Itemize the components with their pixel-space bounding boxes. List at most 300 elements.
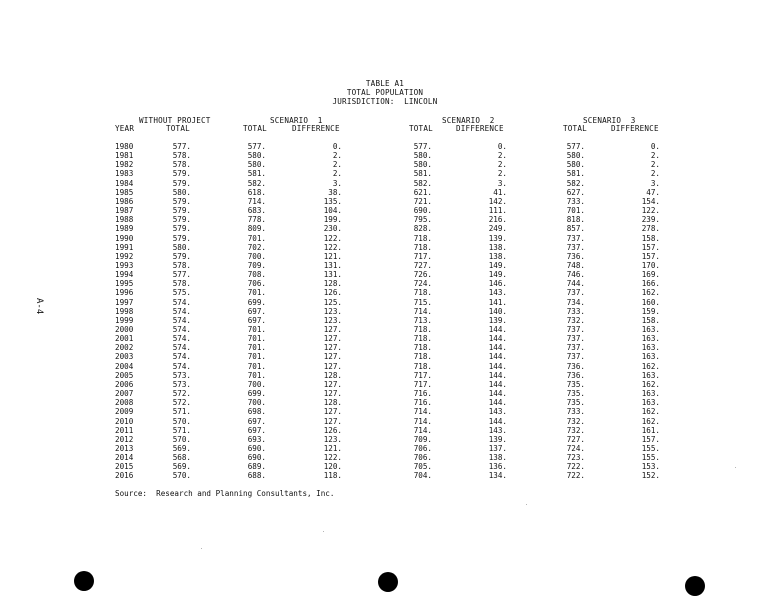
cell-scenario-3-total: 580.	[566, 151, 585, 161]
cell-scenario-2-total: 580.	[413, 160, 432, 170]
cell-scenario-3-total: 732.	[566, 416, 585, 426]
cell-scenario-3-diff: 162.	[641, 361, 660, 371]
cell-scenario-3-total: 723.	[566, 453, 585, 463]
cell-scenario-3-diff: 160.	[641, 297, 660, 307]
group-header-scenario-3: SCENARIO 3	[583, 116, 636, 125]
cell-scenario-2-total: 718.	[413, 361, 432, 371]
cell-scenario-1-diff: 2.	[332, 160, 342, 170]
cell-scenario-2-diff: 144.	[488, 343, 507, 353]
cell-scenario-2-total: 718.	[413, 334, 432, 344]
cell-scenario-3-diff: 2.	[650, 151, 660, 161]
cell-scenario-1-total: 580.	[247, 160, 266, 170]
cell-scenario-1-total: 697.	[247, 306, 266, 316]
cell-scenario-3-diff: 158.	[641, 315, 660, 325]
cell-without-project: 574.	[172, 315, 191, 325]
cell-without-project: 575.	[172, 288, 191, 298]
cell-scenario-3-total: 722.	[566, 471, 585, 481]
cell-scenario-2-total: 581.	[413, 169, 432, 179]
cell-scenario-3-diff: 162.	[641, 407, 660, 417]
cell-scenario-3-total: 722.	[566, 462, 585, 472]
cell-scenario-3-total: 735.	[566, 379, 585, 389]
cell-scenario-2-total: 717.	[413, 251, 432, 261]
cell-scenario-2-total: 706.	[413, 443, 432, 453]
cell-without-project: 579.	[172, 178, 191, 188]
cell-scenario-1-total: 701.	[247, 288, 266, 298]
cell-scenario-1-total: 714.	[247, 196, 266, 206]
cell-scenario-3-total: 735.	[566, 389, 585, 399]
cell-scenario-2-diff: 144.	[488, 334, 507, 344]
cell-scenario-1-diff: 127.	[323, 352, 342, 362]
cell-scenario-2-diff: 149.	[488, 260, 507, 270]
cell-scenario-3-diff: 158.	[641, 233, 660, 243]
cell-scenario-2-total: 713.	[413, 315, 432, 325]
cell-scenario-3-diff: 159.	[641, 306, 660, 316]
cell-year: 1997	[115, 297, 134, 307]
cell-scenario-3-total: 733.	[566, 196, 585, 206]
cell-scenario-2-diff: 144.	[488, 389, 507, 399]
cell-scenario-2-diff: 146.	[488, 279, 507, 289]
cell-year: 2008	[115, 398, 134, 408]
cell-scenario-1-total: 700.	[247, 251, 266, 261]
cell-year: 2002	[115, 343, 134, 353]
cell-scenario-3-total: 736.	[566, 361, 585, 371]
cell-without-project: 579.	[172, 196, 191, 206]
cell-scenario-3-diff: 163.	[641, 343, 660, 353]
cell-scenario-3-total: 580.	[566, 160, 585, 170]
cell-scenario-2-total: 580.	[413, 151, 432, 161]
cell-year: 2015	[115, 462, 134, 472]
cell-scenario-3-total: 701.	[566, 206, 585, 216]
cell-scenario-2-total: 717.	[413, 370, 432, 380]
group-header-without-project: WITHOUT PROJECT	[139, 116, 211, 125]
cell-without-project: 579.	[172, 206, 191, 216]
cell-without-project: 577.	[172, 142, 191, 151]
cell-year: 1990	[115, 233, 134, 243]
cell-year: 1991	[115, 242, 134, 252]
cell-scenario-1-diff: 2.	[332, 151, 342, 161]
cell-year: 1999	[115, 315, 134, 325]
cell-scenario-1-total: 708.	[247, 270, 266, 280]
cell-year: 2003	[115, 352, 134, 362]
cell-scenario-1-diff: 122.	[323, 233, 342, 243]
cell-scenario-1-total: 809.	[247, 224, 266, 234]
page-side-marking: A-4	[34, 298, 44, 315]
cell-scenario-3-total: 733.	[566, 306, 585, 316]
cell-without-project: 573.	[172, 379, 191, 389]
cell-scenario-3-diff: 157.	[641, 242, 660, 252]
cell-scenario-2-diff: 138.	[488, 242, 507, 252]
cell-scenario-2-total: 704.	[413, 471, 432, 481]
cell-scenario-1-diff: 128.	[323, 370, 342, 380]
cell-scenario-1-diff: 0.	[332, 142, 342, 151]
cell-scenario-2-total: 621.	[413, 187, 432, 197]
cell-scenario-3-diff: 152.	[641, 471, 660, 481]
cell-without-project: 578.	[172, 151, 191, 161]
cell-scenario-1-diff: 126.	[323, 288, 342, 298]
cell-scenario-3-diff: 153.	[641, 462, 660, 472]
cell-year: 1993	[115, 260, 134, 270]
cell-scenario-3-total: 737.	[566, 343, 585, 353]
group-header-scenario-1: SCENARIO 1	[270, 116, 323, 125]
cell-scenario-1-total: 700.	[247, 398, 266, 408]
cell-scenario-3-total: 744.	[566, 279, 585, 289]
binder-hole-left	[74, 571, 94, 591]
cell-year: 1980	[115, 142, 134, 151]
cell-year: 1989	[115, 224, 134, 234]
cell-scenario-1-total: 683.	[247, 206, 266, 216]
cell-scenario-2-diff: 138.	[488, 453, 507, 463]
cell-scenario-3-total: 582.	[566, 178, 585, 188]
cell-scenario-2-diff: 134.	[488, 471, 507, 481]
column-header-scenario-1-total: TOTAL	[243, 124, 267, 133]
cell-scenario-1-total: 701.	[247, 352, 266, 362]
cell-scenario-2-diff: 139.	[488, 434, 507, 444]
cell-scenario-1-diff: 199.	[323, 215, 342, 225]
cell-year: 2013	[115, 443, 134, 453]
cell-scenario-3-total: 627.	[566, 187, 585, 197]
cell-scenario-3-diff: 2.	[650, 169, 660, 179]
cell-year: 2014	[115, 453, 134, 463]
cell-scenario-2-diff: 144.	[488, 325, 507, 334]
cell-without-project: 578.	[172, 160, 191, 170]
cell-scenario-2-total: 709.	[413, 434, 432, 444]
cell-scenario-1-total: 706.	[247, 279, 266, 289]
cell-without-project: 580.	[172, 242, 191, 252]
cell-scenario-2-diff: 143.	[488, 288, 507, 298]
cell-scenario-1-diff: 123.	[323, 434, 342, 444]
cell-without-project: 579.	[172, 215, 191, 225]
cell-scenario-2-total: 717.	[413, 379, 432, 389]
cell-scenario-2-total: 718.	[413, 288, 432, 298]
cell-scenario-2-total: 718.	[413, 352, 432, 362]
cell-year: 1985	[115, 187, 134, 197]
cell-year: 1998	[115, 306, 134, 316]
cell-scenario-2-diff: 144.	[488, 398, 507, 408]
cell-year: 2011	[115, 425, 134, 435]
cell-scenario-2-total: 714.	[413, 425, 432, 435]
cell-scenario-1-diff: 127.	[323, 325, 342, 334]
cell-without-project: 579.	[172, 233, 191, 243]
cell-scenario-2-total: 727.	[413, 260, 432, 270]
cell-scenario-1-total: 699.	[247, 297, 266, 307]
cell-year: 1992	[115, 251, 134, 261]
cell-scenario-1-diff: 125.	[323, 297, 342, 307]
cell-scenario-3-total: 732.	[566, 425, 585, 435]
cell-scenario-2-total: 726.	[413, 270, 432, 280]
cell-scenario-1-diff: 123.	[323, 306, 342, 316]
cell-scenario-1-diff: 127.	[323, 389, 342, 399]
cell-scenario-1-total: 690.	[247, 453, 266, 463]
column-header-scenario-2-difference: DIFFERENCE	[456, 124, 504, 133]
cell-scenario-3-diff: 163.	[641, 389, 660, 399]
binder-hole-right	[685, 576, 705, 596]
cell-scenario-1-total: 697.	[247, 315, 266, 325]
cell-scenario-1-total: 701.	[247, 370, 266, 380]
cell-scenario-3-total: 818.	[566, 215, 585, 225]
cell-year: 1983	[115, 169, 134, 179]
cell-scenario-2-diff: 249.	[488, 224, 507, 234]
cell-without-project: 574.	[172, 306, 191, 316]
cell-scenario-2-diff: 143.	[488, 407, 507, 417]
cell-scenario-2-diff: 41.	[493, 187, 507, 197]
cell-year: 2001	[115, 334, 134, 344]
cell-scenario-3-diff: 163.	[641, 398, 660, 408]
cell-without-project: 579.	[172, 251, 191, 261]
cell-scenario-1-total: 689.	[247, 462, 266, 472]
cell-scenario-1-diff: 121.	[323, 251, 342, 261]
column-header-scenario-2-total: TOTAL	[409, 124, 433, 133]
cell-scenario-1-total: 580.	[247, 151, 266, 161]
cell-scenario-1-diff: 135.	[323, 196, 342, 206]
cell-scenario-2-diff: 136.	[488, 462, 507, 472]
cell-scenario-3-total: 737.	[566, 352, 585, 362]
cell-without-project: 578.	[172, 260, 191, 270]
cell-scenario-1-total: 709.	[247, 260, 266, 270]
cell-without-project: 579.	[172, 169, 191, 179]
cell-scenario-3-total: 736.	[566, 370, 585, 380]
cell-scenario-3-diff: 163.	[641, 352, 660, 362]
cell-scenario-3-total: 748.	[566, 260, 585, 270]
cell-scenario-3-total: 857.	[566, 224, 585, 234]
scan-speck	[735, 467, 736, 468]
cell-scenario-1-total: 697.	[247, 425, 266, 435]
cell-without-project: 578.	[172, 279, 191, 289]
cell-scenario-1-total: 581.	[247, 169, 266, 179]
cell-scenario-2-diff: 3.	[497, 178, 507, 188]
cell-scenario-1-total: 700.	[247, 379, 266, 389]
cell-without-project: 568.	[172, 453, 191, 463]
cell-scenario-3-diff: 161.	[641, 425, 660, 435]
cell-scenario-1-diff: 127.	[323, 343, 342, 353]
cell-year: 2004	[115, 361, 134, 371]
cell-scenario-3-total: 737.	[566, 325, 585, 334]
cell-scenario-3-total: 737.	[566, 242, 585, 252]
binder-hole-center	[378, 572, 398, 592]
cell-scenario-1-diff: 131.	[323, 260, 342, 270]
cell-without-project: 573.	[172, 370, 191, 380]
cell-scenario-3-total: 737.	[566, 334, 585, 344]
cell-scenario-1-diff: 122.	[323, 453, 342, 463]
cell-scenario-1-total: 688.	[247, 471, 266, 481]
cell-scenario-1-total: 701.	[247, 233, 266, 243]
cell-scenario-3-diff: 169.	[641, 270, 660, 280]
cell-year: 1994	[115, 270, 134, 280]
cell-scenario-2-total: 577.	[413, 142, 432, 151]
cell-without-project: 570.	[172, 434, 191, 444]
cell-scenario-1-diff: 230.	[323, 224, 342, 234]
cell-scenario-2-total: 706.	[413, 453, 432, 463]
cell-scenario-1-diff: 2.	[332, 169, 342, 179]
cell-year: 1987	[115, 206, 134, 216]
cell-scenario-2-total: 582.	[413, 178, 432, 188]
cell-scenario-3-diff: 2.	[650, 160, 660, 170]
cell-without-project: 572.	[172, 398, 191, 408]
cell-without-project: 571.	[172, 407, 191, 417]
cell-scenario-1-total: 618.	[247, 187, 266, 197]
cell-without-project: 574.	[172, 325, 191, 334]
cell-scenario-2-diff: 140.	[488, 306, 507, 316]
cell-year: 2000	[115, 325, 134, 334]
source-note: Source: Research and Planning Consultants, Inc.	[115, 489, 335, 498]
scan-speck	[201, 548, 202, 549]
cell-year: 2012	[115, 434, 134, 444]
cell-scenario-2-diff: 0.	[497, 142, 507, 151]
cell-scenario-2-total: 724.	[413, 279, 432, 289]
table-subtitle: TOTAL POPULATION	[346, 88, 424, 97]
cell-year: 1981	[115, 151, 134, 161]
cell-scenario-2-total: 705.	[413, 462, 432, 472]
cell-year: 1982	[115, 160, 134, 170]
column-header-scenario-3-difference: DIFFERENCE	[611, 124, 659, 133]
cell-scenario-2-diff: 144.	[488, 361, 507, 371]
cell-scenario-1-diff: 121.	[323, 443, 342, 453]
cell-scenario-2-diff: 144.	[488, 370, 507, 380]
cell-scenario-3-total: 734.	[566, 297, 585, 307]
cell-year: 2005	[115, 370, 134, 380]
cell-year: 2010	[115, 416, 134, 426]
cell-scenario-2-total: 721.	[413, 196, 432, 206]
cell-scenario-3-diff: 163.	[641, 370, 660, 380]
cell-scenario-1-diff: 126.	[323, 425, 342, 435]
cell-scenario-3-total: 732.	[566, 315, 585, 325]
cell-scenario-1-total: 701.	[247, 325, 266, 334]
cell-without-project: 574.	[172, 352, 191, 362]
cell-scenario-1-diff: 131.	[323, 270, 342, 280]
cell-scenario-2-diff: 141.	[488, 297, 507, 307]
cell-scenario-3-total: 737.	[566, 288, 585, 298]
cell-scenario-3-diff: 155.	[641, 443, 660, 453]
scan-speck	[323, 531, 324, 532]
cell-scenario-2-diff: 137.	[488, 443, 507, 453]
cell-scenario-1-total: 693.	[247, 434, 266, 444]
cell-scenario-3-diff: 278.	[641, 224, 660, 234]
cell-scenario-2-total: 716.	[413, 389, 432, 399]
column-header-year: YEAR	[115, 124, 135, 133]
cell-scenario-2-diff: 216.	[488, 215, 507, 225]
cell-scenario-3-total: 746.	[566, 270, 585, 280]
cell-scenario-1-total: 702.	[247, 242, 266, 252]
cell-scenario-1-total: 698.	[247, 407, 266, 417]
cell-scenario-2-total: 714.	[413, 306, 432, 316]
cell-scenario-3-diff: 122.	[641, 206, 660, 216]
cell-scenario-3-total: 727.	[566, 434, 585, 444]
cell-scenario-3-total: 733.	[566, 407, 585, 417]
cell-scenario-1-diff: 127.	[323, 379, 342, 389]
cell-scenario-1-diff: 120.	[323, 462, 342, 472]
cell-scenario-2-diff: 2.	[497, 169, 507, 179]
cell-scenario-1-total: 701.	[247, 334, 266, 344]
cell-scenario-3-diff: 162.	[641, 379, 660, 389]
cell-scenario-2-total: 718.	[413, 242, 432, 252]
cell-year: 2007	[115, 389, 134, 399]
cell-scenario-1-total: 701.	[247, 361, 266, 371]
cell-scenario-3-diff: 170.	[641, 260, 660, 270]
cell-scenario-2-diff: 144.	[488, 416, 507, 426]
cell-scenario-2-total: 716.	[413, 398, 432, 408]
cell-scenario-1-diff: 38.	[328, 187, 342, 197]
cell-scenario-3-diff: 155.	[641, 453, 660, 463]
group-header-scenario-2: SCENARIO 2	[442, 116, 495, 125]
cell-without-project: 572.	[172, 389, 191, 399]
cell-scenario-2-diff: 139.	[488, 233, 507, 243]
cell-scenario-2-total: 714.	[413, 407, 432, 417]
cell-scenario-3-diff: 163.	[641, 334, 660, 344]
cell-scenario-3-total: 577.	[566, 142, 585, 151]
cell-without-project: 574.	[172, 343, 191, 353]
cell-scenario-3-diff: 162.	[641, 416, 660, 426]
cell-scenario-3-diff: 162.	[641, 288, 660, 298]
cell-without-project: 569.	[172, 443, 191, 453]
cell-scenario-1-diff: 3.	[332, 178, 342, 188]
cell-scenario-2-total: 715.	[413, 297, 432, 307]
cell-scenario-3-diff: 154.	[641, 196, 660, 206]
cell-without-project: 570.	[172, 416, 191, 426]
cell-scenario-3-diff: 47.	[646, 187, 660, 197]
cell-scenario-2-diff: 143.	[488, 425, 507, 435]
cell-scenario-3-diff: 0.	[650, 142, 660, 151]
cell-year: 1988	[115, 215, 134, 225]
cell-scenario-2-diff: 139.	[488, 315, 507, 325]
cell-scenario-1-diff: 128.	[323, 279, 342, 289]
cell-scenario-2-total: 795.	[413, 215, 432, 225]
cell-scenario-1-total: 778.	[247, 215, 266, 225]
cell-scenario-2-diff: 2.	[497, 151, 507, 161]
cell-scenario-3-total: 581.	[566, 169, 585, 179]
scan-speck	[526, 504, 527, 505]
column-header-scenario-3-total: TOTAL	[563, 124, 587, 133]
cell-scenario-3-total: 737.	[566, 233, 585, 243]
cell-scenario-3-total: 736.	[566, 251, 585, 261]
cell-without-project: 570.	[172, 471, 191, 481]
cell-without-project: 579.	[172, 224, 191, 234]
cell-scenario-1-total: 690.	[247, 443, 266, 453]
cell-scenario-2-total: 690.	[413, 206, 432, 216]
cell-scenario-3-diff: 166.	[641, 279, 660, 289]
cell-scenario-2-total: 828.	[413, 224, 432, 234]
cell-scenario-1-diff: 127.	[323, 361, 342, 371]
jurisdiction-line: JURISDICTION: LINCOLN	[332, 97, 438, 106]
cell-scenario-1-total: 582.	[247, 178, 266, 188]
cell-year: 2009	[115, 407, 134, 417]
cell-scenario-1-total: 699.	[247, 389, 266, 399]
cell-scenario-2-diff: 144.	[488, 352, 507, 362]
cell-year: 1984	[115, 178, 134, 188]
cell-scenario-3-total: 735.	[566, 398, 585, 408]
cell-scenario-1-diff: 122.	[323, 242, 342, 252]
cell-year: 2016	[115, 471, 134, 481]
cell-scenario-2-total: 714.	[413, 416, 432, 426]
cell-scenario-1-total: 577.	[247, 142, 266, 151]
cell-scenario-1-diff: 127.	[323, 334, 342, 344]
cell-scenario-1-diff: 128.	[323, 398, 342, 408]
cell-scenario-1-diff: 127.	[323, 416, 342, 426]
cell-scenario-2-total: 718.	[413, 233, 432, 243]
cell-year: 1995	[115, 279, 134, 289]
cell-scenario-2-diff: 2.	[497, 160, 507, 170]
cell-scenario-1-total: 697.	[247, 416, 266, 426]
cell-scenario-1-diff: 104.	[323, 206, 342, 216]
cell-scenario-2-diff: 149.	[488, 270, 507, 280]
cell-year: 2006	[115, 379, 134, 389]
cell-without-project: 574.	[172, 361, 191, 371]
cell-scenario-3-diff: 163.	[641, 325, 660, 334]
cell-without-project: 569.	[172, 462, 191, 472]
cell-scenario-3-diff: 239.	[641, 215, 660, 225]
cell-scenario-2-total: 718.	[413, 343, 432, 353]
cell-scenario-3-diff: 157.	[641, 251, 660, 261]
cell-scenario-2-diff: 138.	[488, 251, 507, 261]
cell-without-project: 574.	[172, 334, 191, 344]
